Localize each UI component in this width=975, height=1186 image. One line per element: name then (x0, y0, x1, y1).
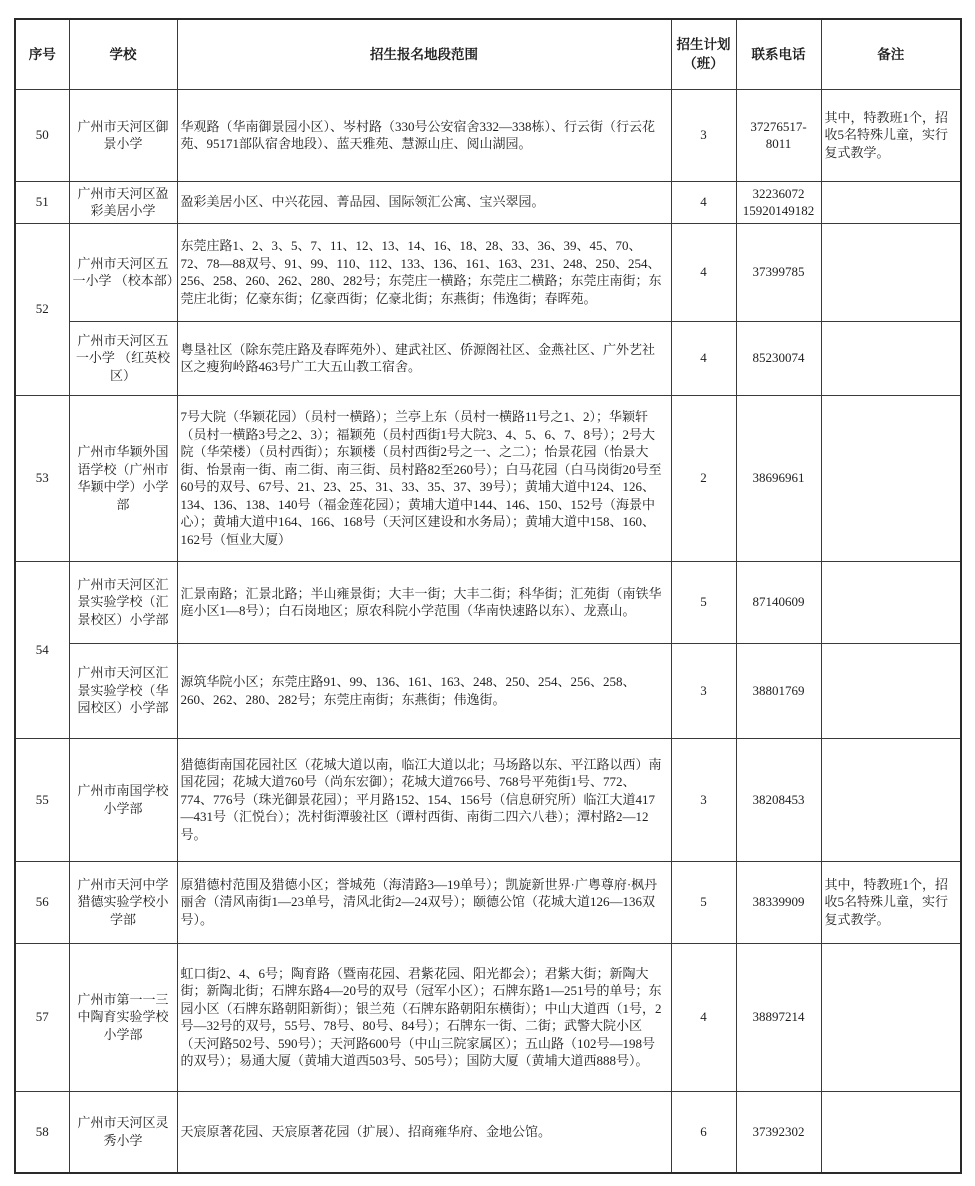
header-area: 招生报名地段范围 (177, 19, 671, 89)
cell-plan: 4 (671, 321, 736, 395)
cell-remark (821, 223, 961, 321)
cell-school: 广州市天河区御景小学 (69, 89, 177, 181)
cell-area: 盈彩美居小区、中兴花园、菁品园、国际领汇公寓、宝兴翠园。 (177, 181, 671, 223)
cell-phone: 87140609 (736, 561, 821, 643)
cell-phone: 38339909 (736, 861, 821, 943)
table-row (15, 643, 961, 738)
cell-phone: 38696961 (736, 395, 821, 561)
cell-no: 51 (15, 181, 69, 223)
cell-area: 7号大院（华颖花园）（员村一横路）；兰亭上东（员村一横路11号之1、2）；华颖轩（员村一横路3号之2、3）；福颖苑（员村西街1号大院3、4、5、6、7、8号）；2号大院（华荣楼）（员村西街）；东颖楼（员村西街2号之一、之二）；怡景花园（怡景大街、怡景南一街、南二街、南三街、员村路82至260号）；白马花园（白马岗街20号至60号的双号、67号、21、23、25、31、33、35、37、39号）；黄埔大道中124、126、134、136、138、140号（福金莲花园）；黄埔大道中144、146、150、152号（海景中心）；黄埔大道中164、166、168号（天河区建设和水务局）；黄埔大道中158、160、162号（恒业大厦） (177, 395, 671, 561)
cell-phone: 37392302 (736, 1091, 821, 1173)
cell-area: 天宸原著花园、天宸原著花园（扩展）、招商雍华府、金地公馆。 (177, 1091, 671, 1173)
table-row (15, 321, 961, 395)
cell-school: 广州市华颖外国语学校（广州市华颖中学）小学部 (69, 395, 177, 561)
cell-plan: 5 (671, 861, 736, 943)
cell-school: 广州市天河区五一小学 （校本部） (69, 223, 177, 321)
cell-phone: 37276517-8011 (736, 89, 821, 181)
table-row (15, 89, 961, 181)
cell-no: 52 (15, 223, 69, 395)
cell-plan: 5 (671, 561, 736, 643)
cell-area: 源筑华院小区；东莞庄路91、99、136、161、163、248、250、254、256、258、260、262、280、282号；东莞庄南街；东燕街；伟逸街。 (177, 643, 671, 738)
enrollment-table (14, 18, 962, 1174)
cell-plan: 6 (671, 1091, 736, 1173)
header-school: 学校 (69, 19, 177, 89)
cell-phone: 38801769 (736, 643, 821, 738)
cell-no: 50 (15, 89, 69, 181)
cell-school: 广州市天河中学猎德实验学校小学部 (69, 861, 177, 943)
cell-area: 华观路（华南御景园小区）、岑村路（330号公安宿舍332—338栋）、行云街（行云花苑、95171部队宿舍地段）、蓝天雅苑、慧源山庄、阅山湖园。 (177, 89, 671, 181)
cell-area: 东莞庄路1、2、3、5、7、11、12、13、14、16、18、28、33、36、39、45、70、72、78—88双号、91、99、110、112、133、136、161、163、231、248、250、254、256、258、260、262、280、282号；东莞庄一横路；东莞庄二横路；东莞庄南街；东莞庄北街；亿豪东街；亿豪西街；亿豪北街；东燕街；伟逸街；春晖苑。 (177, 223, 671, 321)
cell-phone: 32236072 15920149182 (736, 181, 821, 223)
cell-plan: 4 (671, 223, 736, 321)
table-row (15, 861, 961, 943)
table-row (15, 395, 961, 561)
cell-plan: 3 (671, 89, 736, 181)
cell-remark: 其中，特教班1个，招收5名特殊儿童，实行复式教学。 (821, 861, 961, 943)
table-row (15, 1091, 961, 1173)
cell-phone: 38208453 (736, 738, 821, 861)
cell-remark (821, 643, 961, 738)
cell-remark (821, 561, 961, 643)
cell-remark (821, 1091, 961, 1173)
cell-area: 汇景南路；汇景北路；半山雍景街；大丰一街；大丰二街；科华街；汇苑街（南铁华庭小区1—8号）；白石岗地区；原农科院小学范围（华南快速路以东）、龙熹山。 (177, 561, 671, 643)
table-row (15, 223, 961, 321)
table-row (15, 561, 961, 643)
cell-school: 广州市天河区五一小学 （红英校区） (69, 321, 177, 395)
cell-phone: 37399785 (736, 223, 821, 321)
cell-remark (821, 321, 961, 395)
cell-no: 57 (15, 943, 69, 1091)
cell-no: 55 (15, 738, 69, 861)
cell-no: 58 (15, 1091, 69, 1173)
cell-area: 猎德街南国花园社区（花城大道以南，临江大道以北；马场路以东、平江路以西）南国花园；花城大道760号（尚东宏御）；花城大道766号、768号平苑街1号、772、774、776号（珠光御景花园）；平月路152、154、156号（信息研究所）临江大道417—431号（汇悦台）；冼村街潭骏社区（谭村西街、南街二四六八巷）；潭村路2—12号。 (177, 738, 671, 861)
cell-school: 广州市第一一三中陶育实验学校小学部 (69, 943, 177, 1091)
cell-area: 原猎德村范围及猎德小区；誉城苑（海清路3—19单号）；凯旋新世界·广粤尊府·枫丹丽舍（清风南街1—23单号，清风北街2—24双号）；颐德公馆（花城大道126—136双号）。 (177, 861, 671, 943)
cell-no: 54 (15, 561, 69, 738)
cell-school: 广州市南国学校小学部 (69, 738, 177, 861)
cell-remark (821, 395, 961, 561)
cell-no: 56 (15, 861, 69, 943)
cell-remark (821, 943, 961, 1091)
cell-phone: 38897214 (736, 943, 821, 1091)
cell-plan: 3 (671, 738, 736, 861)
header-phone: 联系电话 (736, 19, 821, 89)
table-row (15, 943, 961, 1091)
header-plan: 招生计划（班） (671, 19, 736, 89)
cell-remark (821, 181, 961, 223)
table-row (15, 181, 961, 223)
header-remark: 备注 (821, 19, 961, 89)
cell-no: 53 (15, 395, 69, 561)
cell-school: 广州市天河区汇景实验学校（汇景校区）小学部 (69, 561, 177, 643)
cell-school: 广州市天河区盈彩美居小学 (69, 181, 177, 223)
cell-plan: 4 (671, 181, 736, 223)
cell-plan: 2 (671, 395, 736, 561)
cell-remark (821, 738, 961, 861)
cell-plan: 4 (671, 943, 736, 1091)
cell-area: 虹口街2、4、6号；陶育路（暨南花园、君紫花园、阳光都会）；君紫大街；新陶大街；新陶北街；石牌东路4—20号的双号（冠军小区）；石牌东路1—251号的单号；东园小区（石牌东路朝阳新街）；银兰苑（石牌东路朝阳东横街）；中山大道西（1号，2号—32号的双号，55号、78号、80号、84号）；石牌东一街、二街；武警大院小区（天河路502号、590号）；天河路600号（中山三院家属区）；五山路（102号—198号的双号）；易通大厦（黄埔大道西503号、505号）；国防大厦（黄埔大道西888号）。 (177, 943, 671, 1091)
table-row (15, 738, 961, 861)
cell-school: 广州市天河区灵秀小学 (69, 1091, 177, 1173)
header-no: 序号 (15, 19, 69, 89)
header-row (15, 19, 961, 89)
cell-phone: 85230074 (736, 321, 821, 395)
cell-plan: 3 (671, 643, 736, 738)
cell-school: 广州市天河区汇景实验学校（华园校区）小学部 (69, 643, 177, 738)
cell-remark: 其中，特教班1个，招收5名特殊儿童，实行复式教学。 (821, 89, 961, 181)
cell-area: 粤垦社区（除东莞庄路及春晖苑外）、建武社区、侨源阁社区、金燕社区、广外艺社区之瘦狗岭路463号广工大五山教工宿舍。 (177, 321, 671, 395)
